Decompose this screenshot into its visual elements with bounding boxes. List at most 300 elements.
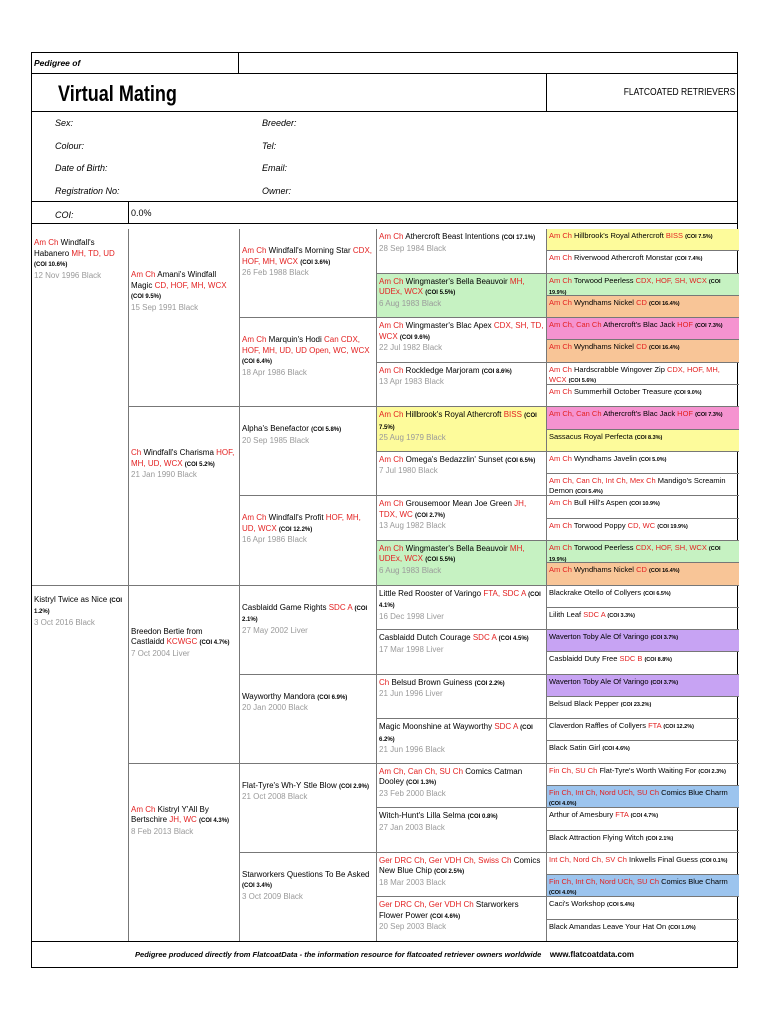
g3-entry: [239, 318, 376, 407]
sex-label: Sex:: [55, 118, 74, 128]
dog-coi: (COI 3.6%): [300, 259, 331, 266]
dog-suffix: SDC A: [472, 633, 499, 643]
dog-date: 12 Nov 1996 Black: [34, 270, 102, 280]
dog-name: Little Red Rooster of Varingo: [379, 588, 484, 598]
dog-coi: (COI 17.1%): [501, 235, 536, 241]
dog-text: [379, 676, 544, 700]
dog-title: Am Ch, Can Ch, SU Ch: [379, 766, 466, 776]
breed-box: [547, 74, 737, 112]
dog-name: Waverton Toby Ale Of Varingo: [549, 676, 651, 686]
g4-entry: [376, 363, 546, 408]
g4-entry: [376, 630, 546, 675]
dog-coi: (COI 0.8%): [467, 814, 498, 821]
dog-suffix: CD: [636, 297, 649, 307]
dog-title: Ch: [379, 677, 392, 687]
dog-date: 18 Apr 1986 Black: [242, 367, 307, 377]
g2-entry: [128, 229, 239, 407]
dog-text: [379, 631, 544, 655]
g5-entry: [546, 808, 739, 830]
dog-text: [379, 587, 544, 623]
dog-name: Comics New Blue Chip: [379, 855, 541, 876]
owner-label: Owner:: [262, 186, 292, 196]
dog-title: Am Ch: [549, 520, 574, 530]
dog-title: Am Ch: [549, 453, 575, 463]
g3-entry: [239, 853, 376, 942]
g4-entry: [376, 764, 546, 809]
g4-entry: [376, 897, 546, 942]
g2-entry: [128, 407, 239, 585]
dog-date: 22 Jul 1982 Black: [379, 343, 443, 353]
dog-name: Comics Blue Charm: [661, 877, 728, 887]
g5-entry: [546, 496, 739, 518]
dog-coi: (COI 2.9%): [338, 783, 369, 790]
dog-coi: (COI 1.0%): [668, 924, 696, 931]
dog-date: 3 Oct 2009 Black: [242, 891, 303, 901]
dog-title: Am Ch: [549, 342, 575, 352]
dog-text: [379, 319, 544, 354]
dog-suffix: HOF: [677, 320, 696, 330]
dog-coi: (COI 16.4%): [648, 568, 680, 575]
dog-name: Black Satin Girl: [549, 743, 603, 753]
coi-label: COI:: [55, 210, 74, 220]
dog-title: Am Ch: [379, 543, 406, 553]
dog-coi: (COI 7.5%): [379, 413, 537, 431]
dog-coi: (COI 5.4%): [575, 489, 603, 496]
dog-text: [242, 497, 374, 546]
dog-suffix: HOF: [677, 409, 696, 419]
dog-text: [242, 676, 374, 714]
dog-text: [549, 653, 737, 665]
dog-name: Hillbrook's Royal Athercroft: [405, 410, 504, 420]
dog-text: [549, 497, 737, 509]
dog-date: 25 Aug 1979 Black: [379, 433, 446, 443]
dog-date: 27 Jan 2003 Black: [379, 822, 445, 832]
dog-name: Amani's Windfall Magic: [131, 270, 217, 290]
dog-coi: (COI 5.8%): [311, 427, 342, 434]
breeder-label: Breeder:: [262, 118, 297, 128]
dog-coi: (COI 1.3%): [406, 780, 437, 787]
dog-coi: (COI 6.9%): [317, 694, 348, 701]
dog-name: Wingmaster's Bella Beauvoir: [405, 543, 510, 553]
g5-entry: [546, 274, 739, 296]
dog-text: [549, 386, 737, 398]
g3-entry: [239, 586, 376, 675]
g5-entry: [546, 831, 739, 853]
dog-text: [549, 230, 737, 242]
dog-coi: (COI 9.5%): [131, 294, 162, 300]
registration-label: Registration No:: [55, 186, 120, 196]
dog-date: 28 Sep 1984 Black: [379, 243, 447, 253]
dog-name: Wyndhams Nickel: [574, 297, 637, 307]
dog-coi: (COI 7.3%): [695, 412, 723, 419]
dog-coi: (COI 10.6%): [34, 262, 68, 268]
dog-text: [242, 319, 374, 378]
dog-name: Kistryl Twice as Nice: [34, 594, 110, 604]
dog-text: [549, 275, 737, 296]
tel-label: Tel:: [262, 141, 277, 151]
dog-title: Am Ch: [379, 365, 406, 375]
dog-coi: (COI 6.4%): [242, 359, 273, 366]
dog-name: Bull Hill's Aspen: [574, 498, 630, 508]
footer-text: Pedigree produced directly from FlatcoatData - the information resource for flatcoated retriever owners worldwide: [135, 950, 542, 959]
dog-title: Am Ch: [549, 231, 575, 240]
g5-entry: [546, 229, 739, 251]
dog-text: [242, 408, 374, 446]
breed-label: FLATCOATED RETRIEVERS: [623, 87, 735, 98]
dog-coi: (COI 19.9%): [549, 545, 721, 563]
dog-text: [379, 275, 544, 310]
dog-name: Wingmaster's Blac Apex: [405, 321, 494, 331]
dog-coi: (COI 7.3%): [695, 323, 723, 330]
dog-name: Wyndhams Javelin: [574, 453, 639, 463]
dog-text: [131, 765, 237, 838]
dog-text: [549, 408, 737, 420]
dog-title: Am Ch: [379, 276, 406, 286]
dog-suffix: JH, WC: [169, 815, 200, 825]
dog-coi: (COI 4.0%): [549, 890, 577, 897]
g5-entry: [546, 340, 739, 362]
g4-entry: [376, 853, 546, 898]
pedigree-of-label: Pedigree of: [34, 58, 81, 68]
dog-text: [549, 698, 737, 710]
dog-suffix: SDC A: [328, 602, 355, 612]
dog-name: Wyndhams Nickel: [574, 342, 637, 352]
dog-date: 20 Jan 2000 Black: [242, 703, 308, 713]
dog-suffix: CD: [636, 342, 649, 352]
dog-text: [379, 720, 544, 756]
dog-name: Windfall's Habanero: [34, 238, 95, 258]
dog-date: 20 Sep 2003 Black: [379, 922, 447, 932]
g4-entry: [376, 452, 546, 497]
dog-text: [242, 765, 374, 803]
dog-suffix: CDX, HOF, SH, WCX: [635, 275, 709, 285]
dog-name: Claverdon Raffles of Collyers: [549, 721, 649, 731]
dog-coi: (COI 10.9%): [629, 501, 660, 508]
dog-date: 13 Aug 1982 Black: [379, 521, 446, 531]
dog-text: [549, 431, 737, 443]
dog-title: Am Ch: [242, 246, 269, 255]
dog-coi: (COI 4.1%): [379, 591, 541, 609]
dog-name: Torwood Peerless: [573, 275, 636, 285]
dog-title: Fin Ch, SU Ch: [549, 765, 600, 775]
dog-text: [242, 230, 374, 279]
dog-title: Am Ch: [34, 238, 61, 247]
dog-title: Am Ch: [379, 232, 406, 241]
dog-date: 18 Mar 2003 Black: [379, 877, 446, 887]
dog-name: Lilith Leaf: [549, 609, 584, 619]
dog-name: Omega's Bedazzlin' Sunset: [405, 454, 506, 464]
dog-text: [549, 809, 737, 821]
dog-text: [549, 854, 737, 866]
dog-name: Casblaidd Duty Free: [549, 654, 620, 664]
dog-date: 13 Apr 1983 Black: [379, 377, 444, 387]
dog-text: [549, 898, 737, 910]
dog-title: Am Ch: [549, 253, 575, 263]
dog-coi: (COI 5.5%): [425, 557, 456, 564]
dog-text: [379, 497, 544, 532]
g5-entry: [546, 541, 739, 563]
dog-name: Grousemoor Mean Joe Green: [405, 499, 515, 509]
dog-coi: (COI 23.2%): [620, 701, 652, 708]
dog-coi: (COI 4.0%): [549, 801, 577, 808]
dog-suffix: SDC A: [494, 722, 521, 732]
dog-name: Black Amandas Leave Your Hat On: [549, 921, 669, 931]
dog-title: Fin Ch, Int Ch, Nord UCh, SU Ch: [549, 788, 662, 798]
dog-name: Wayworthy Mandora: [242, 691, 318, 701]
dog-title: Am Ch: [379, 454, 406, 464]
dog-title: Am Ch: [242, 513, 269, 523]
g5-entry: [546, 630, 739, 652]
g5-entry: [546, 519, 739, 541]
dog-name: Rockledge Marjoram: [405, 365, 482, 375]
dog-text: [379, 898, 544, 933]
g5-entry: [546, 786, 739, 808]
dog-coi: (COI 2.7%): [415, 512, 446, 519]
dog-name: Wingmaster's Bella Beauvoir: [405, 276, 510, 286]
dog-coi: (COI 19.9%): [657, 523, 688, 530]
dog-coi: (COI 4.6%): [602, 746, 630, 753]
dog-date: 23 Feb 2000 Black: [379, 788, 446, 798]
dog-name: Hillbrook's Royal Athercroft: [574, 231, 666, 240]
dog-name: Magic Moonshine at Wayworthy: [379, 722, 495, 732]
dog-text: [549, 341, 737, 353]
dog-text: [549, 742, 737, 754]
dog-date: 8 Feb 2013 Black: [131, 826, 194, 836]
dog-coi: (COI 16.4%): [648, 345, 680, 352]
dog-name: Kistryl Y'All By Bertschire: [131, 804, 209, 825]
dog-suffix: CD, WC: [627, 520, 658, 530]
dog-name: Windfall's Charisma: [143, 448, 217, 458]
dog-name: Witch-Hunt's Lilla Selma: [379, 811, 468, 821]
dog-text: [549, 921, 737, 933]
dog-text: [379, 230, 544, 254]
colour-label: Colour:: [55, 141, 85, 151]
dog-name: Comics Blue Charm: [661, 788, 728, 798]
dog-title: Am Ch: [379, 499, 406, 509]
dog-text: [131, 230, 237, 313]
g5-entry: [546, 318, 739, 340]
dog-title: Am Ch: [379, 321, 406, 331]
g1-entry: [32, 229, 128, 586]
title-box: [32, 74, 547, 112]
g5-entry: [546, 741, 739, 763]
dog-title: Am Ch: [549, 498, 575, 508]
dog-suffix: JH, TDX, WC: [379, 499, 527, 519]
g5-entry: [546, 853, 739, 875]
dog-suffix: Can CDX, HOF, MH, UD, UD Open, WC, WCX: [242, 335, 370, 355]
dog-name: Waverton Toby Ale Of Varingo: [549, 632, 651, 642]
dog-name: Belsud Brown Guiness: [391, 677, 475, 687]
dog-text: [131, 408, 237, 481]
footer-bar: [32, 941, 737, 967]
g4-entry: [376, 229, 546, 274]
dog-name: Athercroft Beast Intentions: [405, 232, 502, 241]
dog-text: [242, 854, 374, 903]
g4-entry: [376, 719, 546, 764]
dog-name: Alpha's Benefactor: [242, 424, 312, 434]
dog-text: [549, 631, 737, 643]
dog-coi: (COI 9.0%): [674, 389, 702, 396]
dog-date: 26 Feb 1988 Black: [242, 268, 309, 277]
dog-coi: (COI 4.5%): [498, 636, 529, 643]
dog-text: [34, 230, 126, 281]
dog-coi: (COI 12.2%): [663, 724, 694, 731]
dog-coi: (COI 2.5%): [434, 869, 465, 876]
dog-suffix: SDC B: [619, 654, 645, 664]
dog-date: 15 Sep 1991 Black: [131, 302, 199, 312]
dog-coi: (COI 5.2%): [184, 461, 215, 468]
g5-entry: [546, 608, 739, 630]
coi-row: [32, 201, 737, 224]
dog-title: Am Ch: [549, 565, 575, 575]
dog-title: Am Ch: [379, 410, 406, 420]
dog-name: Blackrake Otello of Collyers: [549, 587, 644, 597]
dog-date: 7 Jul 1980 Black: [379, 466, 438, 476]
dog-name: Athercroft's Blac Jack: [603, 409, 678, 419]
dog-name: Sassacus Royal Perfecta: [549, 431, 635, 441]
dog-coi: (COI 5.5%): [425, 290, 456, 297]
dog-text: [549, 542, 737, 563]
dog-coi: (COI 6.5%): [643, 590, 671, 597]
dog-suffix: KCWGC: [166, 637, 200, 646]
coi-value-box: [128, 202, 737, 224]
dog-coi: (COI 9.6%): [399, 334, 430, 341]
dog-coi: (COI 19.9%): [549, 278, 721, 296]
g4-entry: [376, 407, 546, 452]
g5-entry: [546, 652, 739, 674]
dog-name: Hardscrabble Wingover Zip: [574, 364, 667, 374]
dog-coi: (COI 12.2%): [278, 526, 313, 533]
g4-entry: [376, 675, 546, 720]
dog-name: Riverwood Athercroft Monstar: [574, 253, 675, 263]
dog-coi: (COI 7.4%): [674, 256, 703, 263]
dog-text: [549, 297, 737, 309]
dog-coi: (COI 8.6%): [481, 368, 512, 375]
dog-coi: (COI 5.6%): [568, 377, 597, 384]
dog-name: Caci's Workshop: [549, 899, 607, 909]
dog-name: Starworkers Questions To Be Asked: [242, 869, 370, 879]
dog-name: Comics Catman Dooley: [379, 766, 523, 787]
dog-title: Am Ch: [549, 275, 574, 285]
dog-name: Torwood Poppy: [573, 520, 628, 530]
dog-date: 7 Oct 2004 Liver: [131, 648, 190, 658]
dog-name: Windfall's Morning Star: [268, 246, 353, 255]
dog-date: 21 Oct 2008 Black: [242, 792, 308, 802]
dog-title: Am Ch: [242, 335, 269, 345]
dog-name: Arthur of Amesbury: [549, 810, 616, 820]
dog-suffix: MH, UDEx, WCX: [379, 276, 525, 297]
g5-entry: [546, 452, 739, 474]
g5-entry: [546, 897, 739, 919]
dog-suffix: MH, UDEx, WCX: [379, 543, 525, 564]
dog-date: 21 Jun 1996 Liver: [379, 689, 443, 699]
dog-suffix: CDX, HOF, MH, WCX: [242, 246, 373, 266]
dog-suffix: FTA: [615, 810, 631, 820]
email-label: Email:: [262, 163, 288, 173]
dog-text: [549, 587, 737, 599]
pedigree-of-name-box: [239, 53, 737, 74]
dog-title: Am Ch: [131, 270, 158, 279]
dog-text: [379, 854, 544, 889]
g5-entry: [546, 586, 739, 608]
dog-text: [549, 364, 737, 385]
dog-name: Mandigo's Screamin Demon: [549, 476, 726, 496]
dog-name: Breedon Bertie from Castlaidd: [131, 626, 203, 646]
dog-coi: (COI 6.5%): [505, 457, 536, 464]
coi-value: 0.0%: [131, 208, 152, 218]
g5-entry: [546, 430, 739, 452]
g4-entry: [376, 586, 546, 631]
g5-entry: [546, 675, 739, 697]
dog-name: Summerhill October Treasure: [574, 386, 675, 396]
dog-text: [549, 765, 737, 777]
dog-name: Torwood Peerless: [573, 542, 636, 552]
g2-entry: [128, 586, 239, 764]
dog-suffix: SDC A: [583, 609, 608, 619]
dog-title: Am Ch, Can Ch: [549, 320, 604, 330]
dog-title: Ger DRC Ch, Ger VDH Ch: [379, 900, 476, 910]
dog-coi: (COI 16.4%): [648, 300, 680, 307]
g5-entry: [546, 363, 739, 385]
dog-coi: (COI 2.1%): [242, 605, 368, 623]
dog-suffix: FTA, SDC A: [483, 588, 529, 598]
g4-entry: [376, 274, 546, 319]
dog-name: Wyndhams Nickel: [574, 565, 637, 575]
g3-entry: [239, 496, 376, 585]
dog-name: Inkwells Final Guess: [629, 854, 700, 864]
dog-title: Am Ch: [549, 542, 574, 552]
dog-name: Black Attraction Flying Witch: [549, 832, 646, 842]
g5-entry: [546, 920, 739, 942]
dog-name: Casblaidd Game Rights: [242, 602, 329, 612]
dog-text: [379, 542, 544, 577]
g5-entry: [546, 697, 739, 719]
dog-coi: (COI 3.7%): [650, 679, 679, 686]
g5-entry: [546, 251, 739, 273]
dog-coi: (COI 4.7%): [630, 813, 659, 820]
g3-entry: [239, 764, 376, 853]
dog-suffix: FTA: [648, 721, 664, 731]
dog-suffix: HOF, MH, UD, WCX: [131, 448, 235, 468]
dog-date: 16 Dec 1998 Liver: [379, 611, 444, 621]
dog-name: Flat-Tyre's Worth Waiting For: [599, 765, 699, 775]
dog-text: [242, 587, 374, 637]
dog-date: 16 Apr 1986 Black: [242, 535, 307, 545]
dog-date: 27 May 2002 Liver: [242, 625, 308, 635]
dog-title: Am Ch: [549, 297, 575, 307]
dog-name: Marquin's Hodi: [268, 335, 324, 345]
dog-coi: (COI 2.1%): [645, 835, 674, 842]
dog-suffix: HOF, MH, UD, WCX: [242, 513, 361, 533]
g4-entry: [376, 808, 546, 853]
g2-entry: [128, 764, 239, 942]
dog-coi: (COI 8.8%): [644, 657, 672, 664]
g3-entry: [239, 229, 376, 318]
pedigree-grid: [32, 229, 737, 942]
g4-entry: [376, 541, 546, 586]
dog-coi: (COI 1.2%): [34, 597, 123, 615]
dog-text: [549, 787, 737, 808]
dog-name: Starworkers Flower Power: [379, 900, 519, 920]
dog-text: [549, 252, 737, 264]
g5-entry: [546, 563, 739, 585]
dog-text: [549, 720, 737, 732]
dob-label: Date of Birth:: [55, 163, 108, 173]
g5-entry: [546, 296, 739, 318]
dog-text: [549, 876, 737, 897]
dog-coi: (COI 3.4%): [242, 883, 273, 890]
dog-coi: (COI 2.2%): [474, 680, 505, 687]
